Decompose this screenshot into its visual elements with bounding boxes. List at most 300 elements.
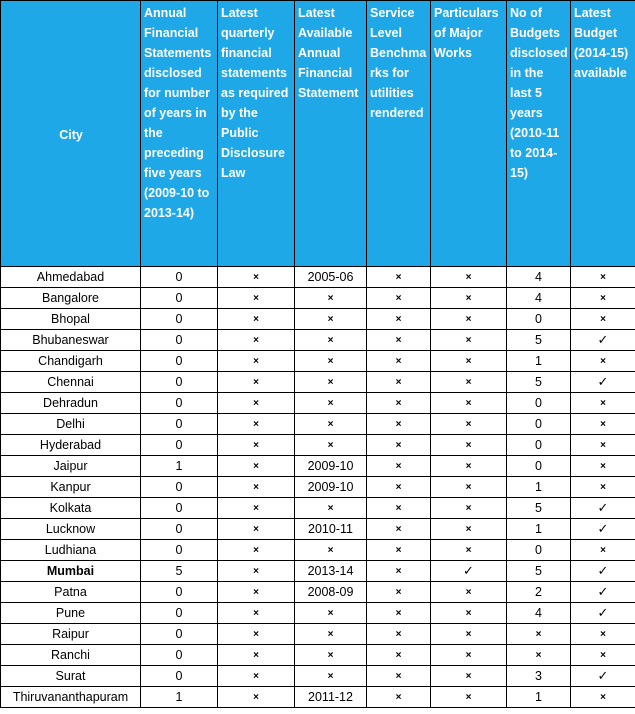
value-cell: [507, 393, 571, 414]
checkmark-icon: ✓: [597, 584, 609, 599]
city-name-cell: Ludhiana: [1, 540, 141, 561]
city-name-cell: Jaipur: [1, 456, 141, 477]
checkmark-icon: ✓: [463, 563, 474, 578]
cross-icon: ×: [253, 461, 259, 472]
value-text: 0: [535, 458, 542, 473]
cross-icon: ×: [395, 335, 402, 346]
cross-icon: ×: [395, 314, 402, 325]
cross-icon: ×: [395, 503, 402, 514]
value-cell: [141, 456, 218, 477]
value-cell: [141, 603, 218, 624]
value-cell: [571, 666, 635, 687]
cross-icon: ×: [465, 461, 472, 472]
value-text: 0: [535, 437, 542, 452]
cross-icon: ×: [253, 524, 259, 535]
cross-icon: ×: [395, 482, 402, 493]
cross-icon: ×: [253, 587, 259, 598]
value-cell: [141, 309, 218, 330]
cross-icon: ×: [465, 692, 472, 703]
value-cell: [507, 582, 571, 603]
value-text: 1: [535, 479, 542, 494]
cross-icon: ×: [465, 650, 472, 661]
table-row: [1, 477, 635, 498]
value-text: 0: [175, 521, 183, 536]
value-cell: [431, 540, 507, 561]
cross-icon: ×: [465, 377, 472, 388]
value-cell: [218, 624, 295, 645]
checkmark-icon: ✓: [597, 500, 609, 515]
value-cell: [295, 687, 367, 708]
cross-icon: ×: [327, 293, 334, 304]
value-text: 0: [175, 311, 183, 326]
value-text: 2009-10: [307, 458, 354, 473]
value-cell: [431, 414, 507, 435]
cross-icon: ×: [395, 440, 402, 451]
table-row: [1, 393, 635, 414]
value-cell: [431, 435, 507, 456]
value-cell: [141, 477, 218, 498]
value-cell: [431, 624, 507, 645]
value-cell: [295, 561, 367, 582]
header-service-level-benchmarks: Service Level Benchmarks for utilities rendered: [367, 1, 431, 267]
checkmark-icon: ✓: [597, 605, 609, 620]
value-cell: [507, 666, 571, 687]
value-cell: [218, 288, 295, 309]
value-cell: [218, 498, 295, 519]
value-cell: [571, 267, 635, 288]
value-cell: [295, 393, 367, 414]
value-cell: [295, 351, 367, 372]
cross-icon: ×: [465, 272, 472, 283]
cross-icon: ×: [253, 566, 259, 577]
value-cell: [431, 582, 507, 603]
cross-icon: ×: [253, 692, 259, 703]
value-cell: [295, 477, 367, 498]
city-name-cell: Dehradun: [1, 393, 141, 414]
value-text: 5: [535, 374, 542, 389]
value-text: 0: [175, 374, 183, 389]
cross-icon: ×: [327, 377, 334, 388]
value-cell: [507, 414, 571, 435]
value-cell: [431, 456, 507, 477]
header-row: [1, 1, 635, 267]
value-text: 2008-09: [307, 584, 354, 599]
value-cell: [571, 414, 635, 435]
value-cell: [295, 435, 367, 456]
value-text: 2011-12: [308, 689, 353, 704]
table-row: [1, 624, 635, 645]
value-text: 4: [535, 290, 542, 305]
cross-icon: ×: [465, 671, 472, 682]
value-text: 0: [535, 542, 542, 557]
value-cell: [507, 456, 571, 477]
value-cell: [295, 267, 367, 288]
value-text: 1: [535, 353, 542, 368]
cross-icon: ×: [253, 272, 259, 283]
value-text: 1: [535, 521, 542, 536]
cross-icon: ×: [253, 398, 259, 409]
value-cell: [141, 540, 218, 561]
value-cell: [295, 309, 367, 330]
cross-icon: ×: [600, 461, 606, 472]
cross-icon: ×: [600, 356, 606, 367]
value-text: 5: [535, 500, 542, 515]
cross-icon: ×: [395, 377, 402, 388]
city-name-cell: Thiruvananthapuram: [1, 687, 141, 708]
value-cell: [507, 309, 571, 330]
value-cell: [507, 687, 571, 708]
checkmark-icon: ✓: [597, 668, 609, 683]
checkmark-icon: ✓: [597, 374, 609, 389]
value-text: 0: [175, 500, 183, 515]
value-text: 0: [175, 269, 183, 284]
value-cell: [571, 603, 635, 624]
cross-icon: ×: [600, 692, 606, 703]
cross-icon: ×: [253, 440, 259, 451]
value-cell: [141, 393, 218, 414]
value-cell: [431, 666, 507, 687]
value-cell: [295, 666, 367, 687]
cross-icon: ×: [327, 545, 334, 556]
table-row: [1, 435, 635, 456]
value-cell: [571, 498, 635, 519]
checkmark-icon: ✓: [597, 521, 609, 536]
city-name-cell: Mumbai: [1, 561, 141, 582]
cross-icon: ×: [600, 314, 606, 325]
value-cell: [367, 687, 431, 708]
cross-icon: ×: [395, 356, 402, 367]
value-cell: [507, 351, 571, 372]
cross-icon: ×: [253, 377, 259, 388]
value-cell: [295, 540, 367, 561]
city-name-cell: Ranchi: [1, 645, 141, 666]
checkmark-icon: ✓: [597, 563, 609, 578]
value-cell: [507, 540, 571, 561]
cross-icon: ×: [465, 482, 472, 493]
cross-icon: ×: [253, 482, 259, 493]
value-cell: [507, 603, 571, 624]
value-text: 0: [535, 416, 542, 431]
value-text: 0: [535, 311, 542, 326]
value-text: 5: [535, 332, 542, 347]
value-cell: [571, 288, 635, 309]
value-cell: [141, 435, 218, 456]
city-name-cell: Bhopal: [1, 309, 141, 330]
value-cell: [218, 687, 295, 708]
value-text: 5: [535, 563, 542, 578]
table-row: [1, 351, 635, 372]
value-text: 0: [175, 290, 183, 305]
value-cell: [141, 624, 218, 645]
value-text: 0: [175, 647, 183, 662]
value-cell: [571, 372, 635, 393]
value-cell: [431, 330, 507, 351]
value-cell: [295, 330, 367, 351]
value-text: 0: [175, 668, 183, 683]
cross-icon: ×: [253, 545, 259, 556]
cross-icon: ×: [253, 629, 259, 640]
cross-icon: ×: [395, 419, 402, 430]
value-text: 2: [535, 584, 542, 599]
value-cell: [571, 561, 635, 582]
header-major-works: Particulars of Major Works: [431, 1, 507, 267]
cross-icon: ×: [253, 671, 259, 682]
value-cell: [295, 624, 367, 645]
value-cell: [218, 414, 295, 435]
value-text: 0: [175, 353, 183, 368]
city-name-cell: Chandigarh: [1, 351, 141, 372]
value-cell: [507, 477, 571, 498]
city-name-cell: Kolkata: [1, 498, 141, 519]
value-cell: [507, 624, 571, 645]
value-cell: [367, 267, 431, 288]
value-cell: [218, 309, 295, 330]
value-text: 1: [535, 689, 542, 704]
cross-icon: ×: [327, 650, 334, 661]
cross-icon: ×: [395, 629, 402, 640]
value-cell: [571, 645, 635, 666]
value-cell: [367, 393, 431, 414]
value-cell: [218, 456, 295, 477]
value-text: 0: [175, 479, 183, 494]
value-cell: [367, 288, 431, 309]
value-cell: [571, 330, 635, 351]
value-cell: [507, 561, 571, 582]
value-cell: [507, 645, 571, 666]
table-row: [1, 330, 635, 351]
value-cell: [367, 309, 431, 330]
city-name-cell: Raipur: [1, 624, 141, 645]
value-cell: [431, 603, 507, 624]
value-text: 0: [175, 626, 183, 641]
value-cell: [367, 477, 431, 498]
value-cell: [571, 351, 635, 372]
cross-icon: ×: [327, 419, 334, 430]
value-cell: [295, 645, 367, 666]
value-cell: [218, 540, 295, 561]
value-cell: [141, 267, 218, 288]
cross-icon: ×: [395, 398, 402, 409]
header-latest-annual-statement: Latest Available Annual Financial Statement: [295, 1, 367, 267]
value-cell: [367, 519, 431, 540]
cross-icon: ×: [253, 314, 259, 325]
value-text: 0: [535, 395, 542, 410]
value-cell: [141, 666, 218, 687]
cross-icon: ×: [253, 356, 259, 367]
value-text: 3: [535, 668, 542, 683]
value-text: 0: [175, 416, 183, 431]
table-row: [1, 603, 635, 624]
table-row: [1, 309, 635, 330]
cross-icon: ×: [253, 650, 259, 661]
value-cell: [295, 582, 367, 603]
value-text: 0: [175, 437, 183, 452]
table-row: [1, 540, 635, 561]
cross-icon: ×: [600, 272, 606, 283]
header-latest-budget: Latest Budget (2014-15) available: [571, 1, 635, 267]
value-cell: [367, 645, 431, 666]
cross-icon: ×: [327, 629, 334, 640]
table-row: [1, 582, 635, 603]
table-row: [1, 498, 635, 519]
value-cell: [367, 414, 431, 435]
value-cell: [218, 645, 295, 666]
cross-icon: ×: [465, 356, 472, 367]
value-cell: [367, 582, 431, 603]
value-cell: [218, 582, 295, 603]
cross-icon: ×: [253, 608, 259, 619]
value-cell: [367, 351, 431, 372]
cross-icon: ×: [465, 335, 472, 346]
cross-icon: ×: [327, 608, 334, 619]
value-cell: [218, 330, 295, 351]
value-cell: [218, 561, 295, 582]
city-name-cell: Patna: [1, 582, 141, 603]
value-cell: [295, 603, 367, 624]
cross-icon: ×: [327, 440, 334, 451]
value-cell: [367, 372, 431, 393]
value-cell: [571, 519, 635, 540]
value-cell: [571, 687, 635, 708]
value-cell: [367, 666, 431, 687]
value-cell: [431, 561, 507, 582]
value-cell: [295, 414, 367, 435]
value-cell: [141, 351, 218, 372]
cross-icon: ×: [465, 629, 472, 640]
cross-icon: ×: [395, 272, 402, 283]
value-cell: [431, 393, 507, 414]
table-row: [1, 456, 635, 477]
value-cell: [367, 540, 431, 561]
value-cell: [571, 582, 635, 603]
cross-icon: ×: [465, 419, 472, 430]
value-cell: [295, 372, 367, 393]
cross-icon: ×: [465, 440, 472, 451]
cross-icon: ×: [327, 335, 334, 346]
value-cell: [507, 498, 571, 519]
value-cell: [571, 456, 635, 477]
value-cell: [507, 372, 571, 393]
value-cell: [367, 603, 431, 624]
value-text: 0: [175, 395, 183, 410]
city-name-cell: Bangalore: [1, 288, 141, 309]
cross-icon: ×: [600, 440, 606, 451]
value-text: 4: [535, 269, 542, 284]
cross-icon: ×: [253, 335, 259, 346]
cross-icon: ×: [327, 314, 334, 325]
value-cell: [571, 393, 635, 414]
city-name-cell: Hyderabad: [1, 435, 141, 456]
table-body: [1, 267, 635, 708]
cross-icon: ×: [395, 692, 402, 703]
cross-icon: ×: [395, 650, 402, 661]
value-cell: [367, 561, 431, 582]
value-cell: [141, 414, 218, 435]
cross-icon: ×: [600, 482, 606, 493]
cross-icon: ×: [600, 545, 606, 556]
value-cell: [367, 498, 431, 519]
checkmark-icon: ✓: [597, 332, 609, 347]
table-row: [1, 666, 635, 687]
value-text: 2005-06: [307, 269, 354, 284]
city-name-cell: Chennai: [1, 372, 141, 393]
value-cell: [431, 477, 507, 498]
value-cell: [141, 582, 218, 603]
cross-icon: ×: [465, 587, 472, 598]
cross-icon: ×: [600, 293, 606, 304]
cross-icon: ×: [465, 608, 472, 619]
value-cell: [431, 309, 507, 330]
table-row: [1, 645, 635, 666]
table-row: [1, 288, 635, 309]
value-text: 4: [535, 605, 542, 620]
value-cell: [431, 645, 507, 666]
cross-icon: ×: [395, 461, 402, 472]
value-cell: [218, 435, 295, 456]
value-cell: [571, 477, 635, 498]
cross-icon: ×: [600, 419, 606, 430]
value-cell: [431, 498, 507, 519]
value-cell: [141, 498, 218, 519]
value-text: 0: [175, 542, 183, 557]
city-name-cell: Delhi: [1, 414, 141, 435]
value-text: 2009-10: [307, 479, 354, 494]
value-cell: [218, 393, 295, 414]
city-name-cell: Bhubaneswar: [1, 330, 141, 351]
cross-icon: ×: [253, 419, 259, 430]
value-cell: [431, 351, 507, 372]
value-cell: [367, 456, 431, 477]
value-text: 0: [175, 584, 183, 599]
value-cell: [507, 519, 571, 540]
table-row: [1, 561, 635, 582]
value-text: 0: [175, 332, 183, 347]
header-city: City: [1, 1, 141, 267]
value-cell: [218, 267, 295, 288]
value-cell: [507, 435, 571, 456]
value-text: 2010-11: [308, 521, 353, 536]
cross-icon: ×: [327, 671, 334, 682]
cross-icon: ×: [327, 356, 334, 367]
cross-icon: ×: [253, 293, 259, 304]
cross-icon: ×: [395, 566, 402, 577]
cross-icon: ×: [535, 629, 542, 640]
value-cell: [141, 519, 218, 540]
cross-icon: ×: [600, 398, 606, 409]
cross-icon: ×: [395, 608, 402, 619]
city-name-cell: Ahmedabad: [1, 267, 141, 288]
value-cell: [218, 351, 295, 372]
value-cell: [218, 603, 295, 624]
value-cell: [431, 288, 507, 309]
cross-icon: ×: [465, 545, 472, 556]
value-cell: [295, 519, 367, 540]
cross-icon: ×: [600, 629, 606, 640]
value-cell: [141, 330, 218, 351]
table-row: [1, 414, 635, 435]
cross-icon: ×: [395, 587, 402, 598]
cross-icon: ×: [327, 503, 334, 514]
value-cell: [218, 666, 295, 687]
value-text: 5: [175, 563, 183, 578]
table-row: [1, 519, 635, 540]
value-text: 2013-14: [307, 563, 354, 578]
value-cell: [295, 498, 367, 519]
header-quarterly-statements: Latest quarterly financial statements as required by the Public Disclosure Law: [218, 1, 295, 267]
cross-icon: ×: [465, 503, 472, 514]
value-cell: [571, 435, 635, 456]
value-cell: [141, 561, 218, 582]
